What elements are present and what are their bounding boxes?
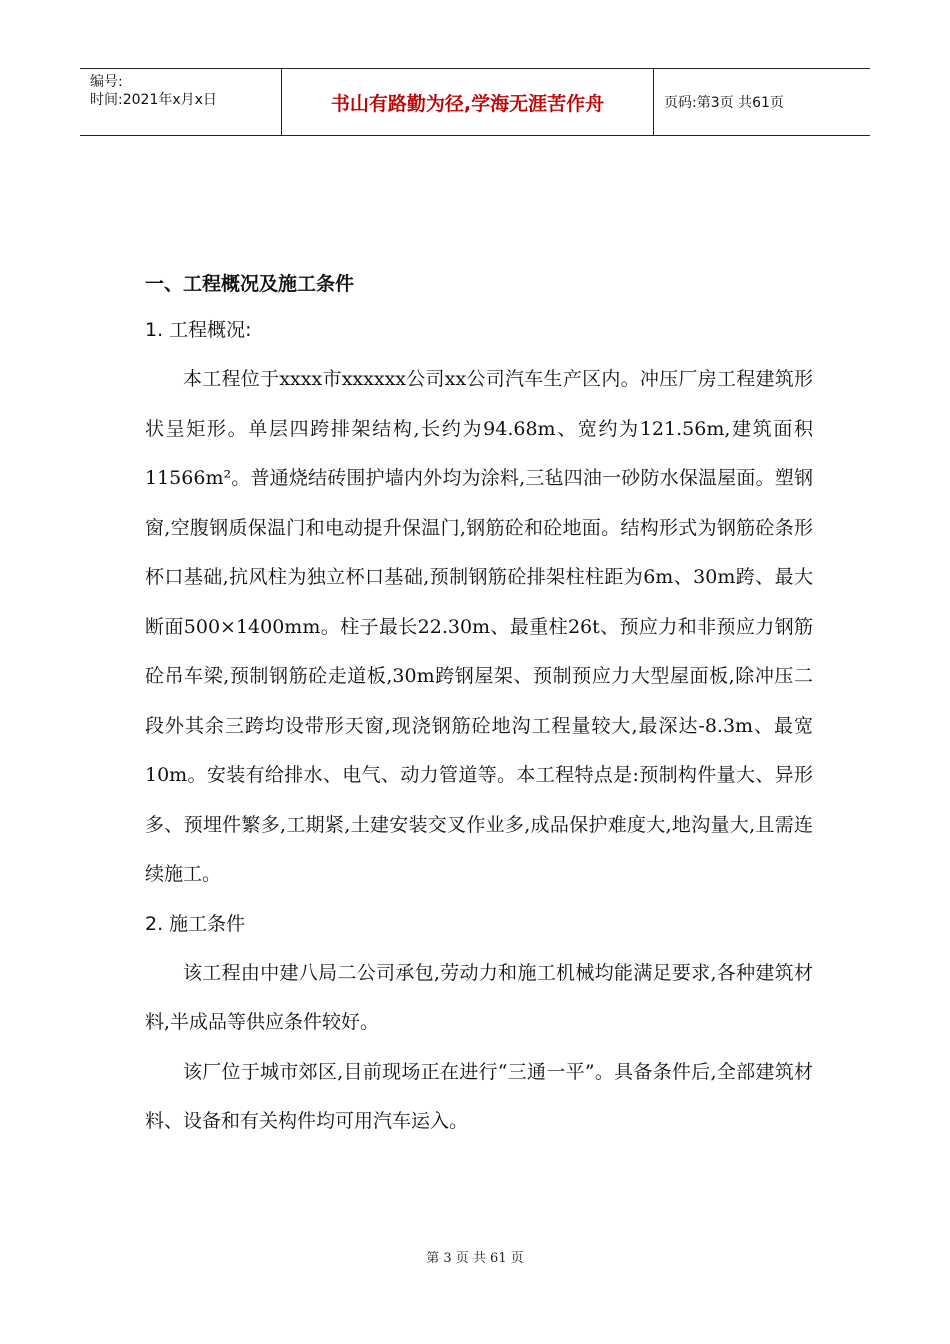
subsection-title-overview: 1. 工程概况: [145, 319, 252, 341]
conditions-paragraph-2: 该厂位于城市郊区,目前现场正在进行“三通一平”。具备条件后,全部建筑材料、设备和有关构件均可用汽车运入。 [145, 1060, 813, 1132]
page-footer [0, 1247, 950, 1266]
subsection-title-conditions: 2. 施工条件 [145, 912, 246, 935]
motto-text: 书山有路勤为径,学海无涯苦作舟 [330, 92, 605, 115]
page-header [80, 68, 870, 136]
date-label: 时间:2021年x月x日 [90, 92, 217, 108]
conditions-paragraph-1: 该工程由中建八局二公司承包,劳动力和施工机械均能满足要求,各种建筑材料,半成品等供应条件较好。 [145, 961, 813, 1033]
footer-page-number: 第 3 页 共 61 页 [426, 1251, 524, 1266]
page-info: 页码:第3页 共61页 [664, 95, 784, 111]
number-label: 编号: [90, 74, 123, 90]
header-page-cell [654, 69, 870, 135]
overview-paragraph: 本工程位于xxxx市xxxxxx公司xx公司汽车生产区内。冲压厂房工程建筑形状呈矩形。单层四跨排架结构,长约为94.68m、宽约为121.56m,建筑面积11566m²。普通烧结砖围护墙内外均为涂料,三毡四油一砂防水保温屋面。塑钢窗,空腹钢质保温门和电动提升保温门,钢筋砼和砼地面。结构形式为钢筋砼条形杯口基础,抗风柱为独立杯口基础,预制钢筋砼排架柱柱距为6m、30m跨、最大断面500×1400mm。柱子最长22.30m、最重柱26t、预应力和非预应力钢筋砼吊车梁,预制钢筋砼走道板,30m跨钢屋架、预制预应力大型屋面板,除冲压二段外其余三跨均设带形天窗,现浇钢筋砼地沟工程量较大,最深达-8.3m、最宽10m。安装有给排水、电气、动力管道等。本工程特点是:预制构件量大、异形多、预埋件繁多,工期紧,土建安装交叉作业多,成品保护难度大,地沟量大,且需连续施工。 [145, 368, 813, 885]
document-body [145, 262, 813, 1147]
header-meta-cell [80, 69, 282, 135]
header-motto-cell [282, 69, 654, 135]
section-title: 一、工程概况及施工条件 [145, 273, 355, 295]
